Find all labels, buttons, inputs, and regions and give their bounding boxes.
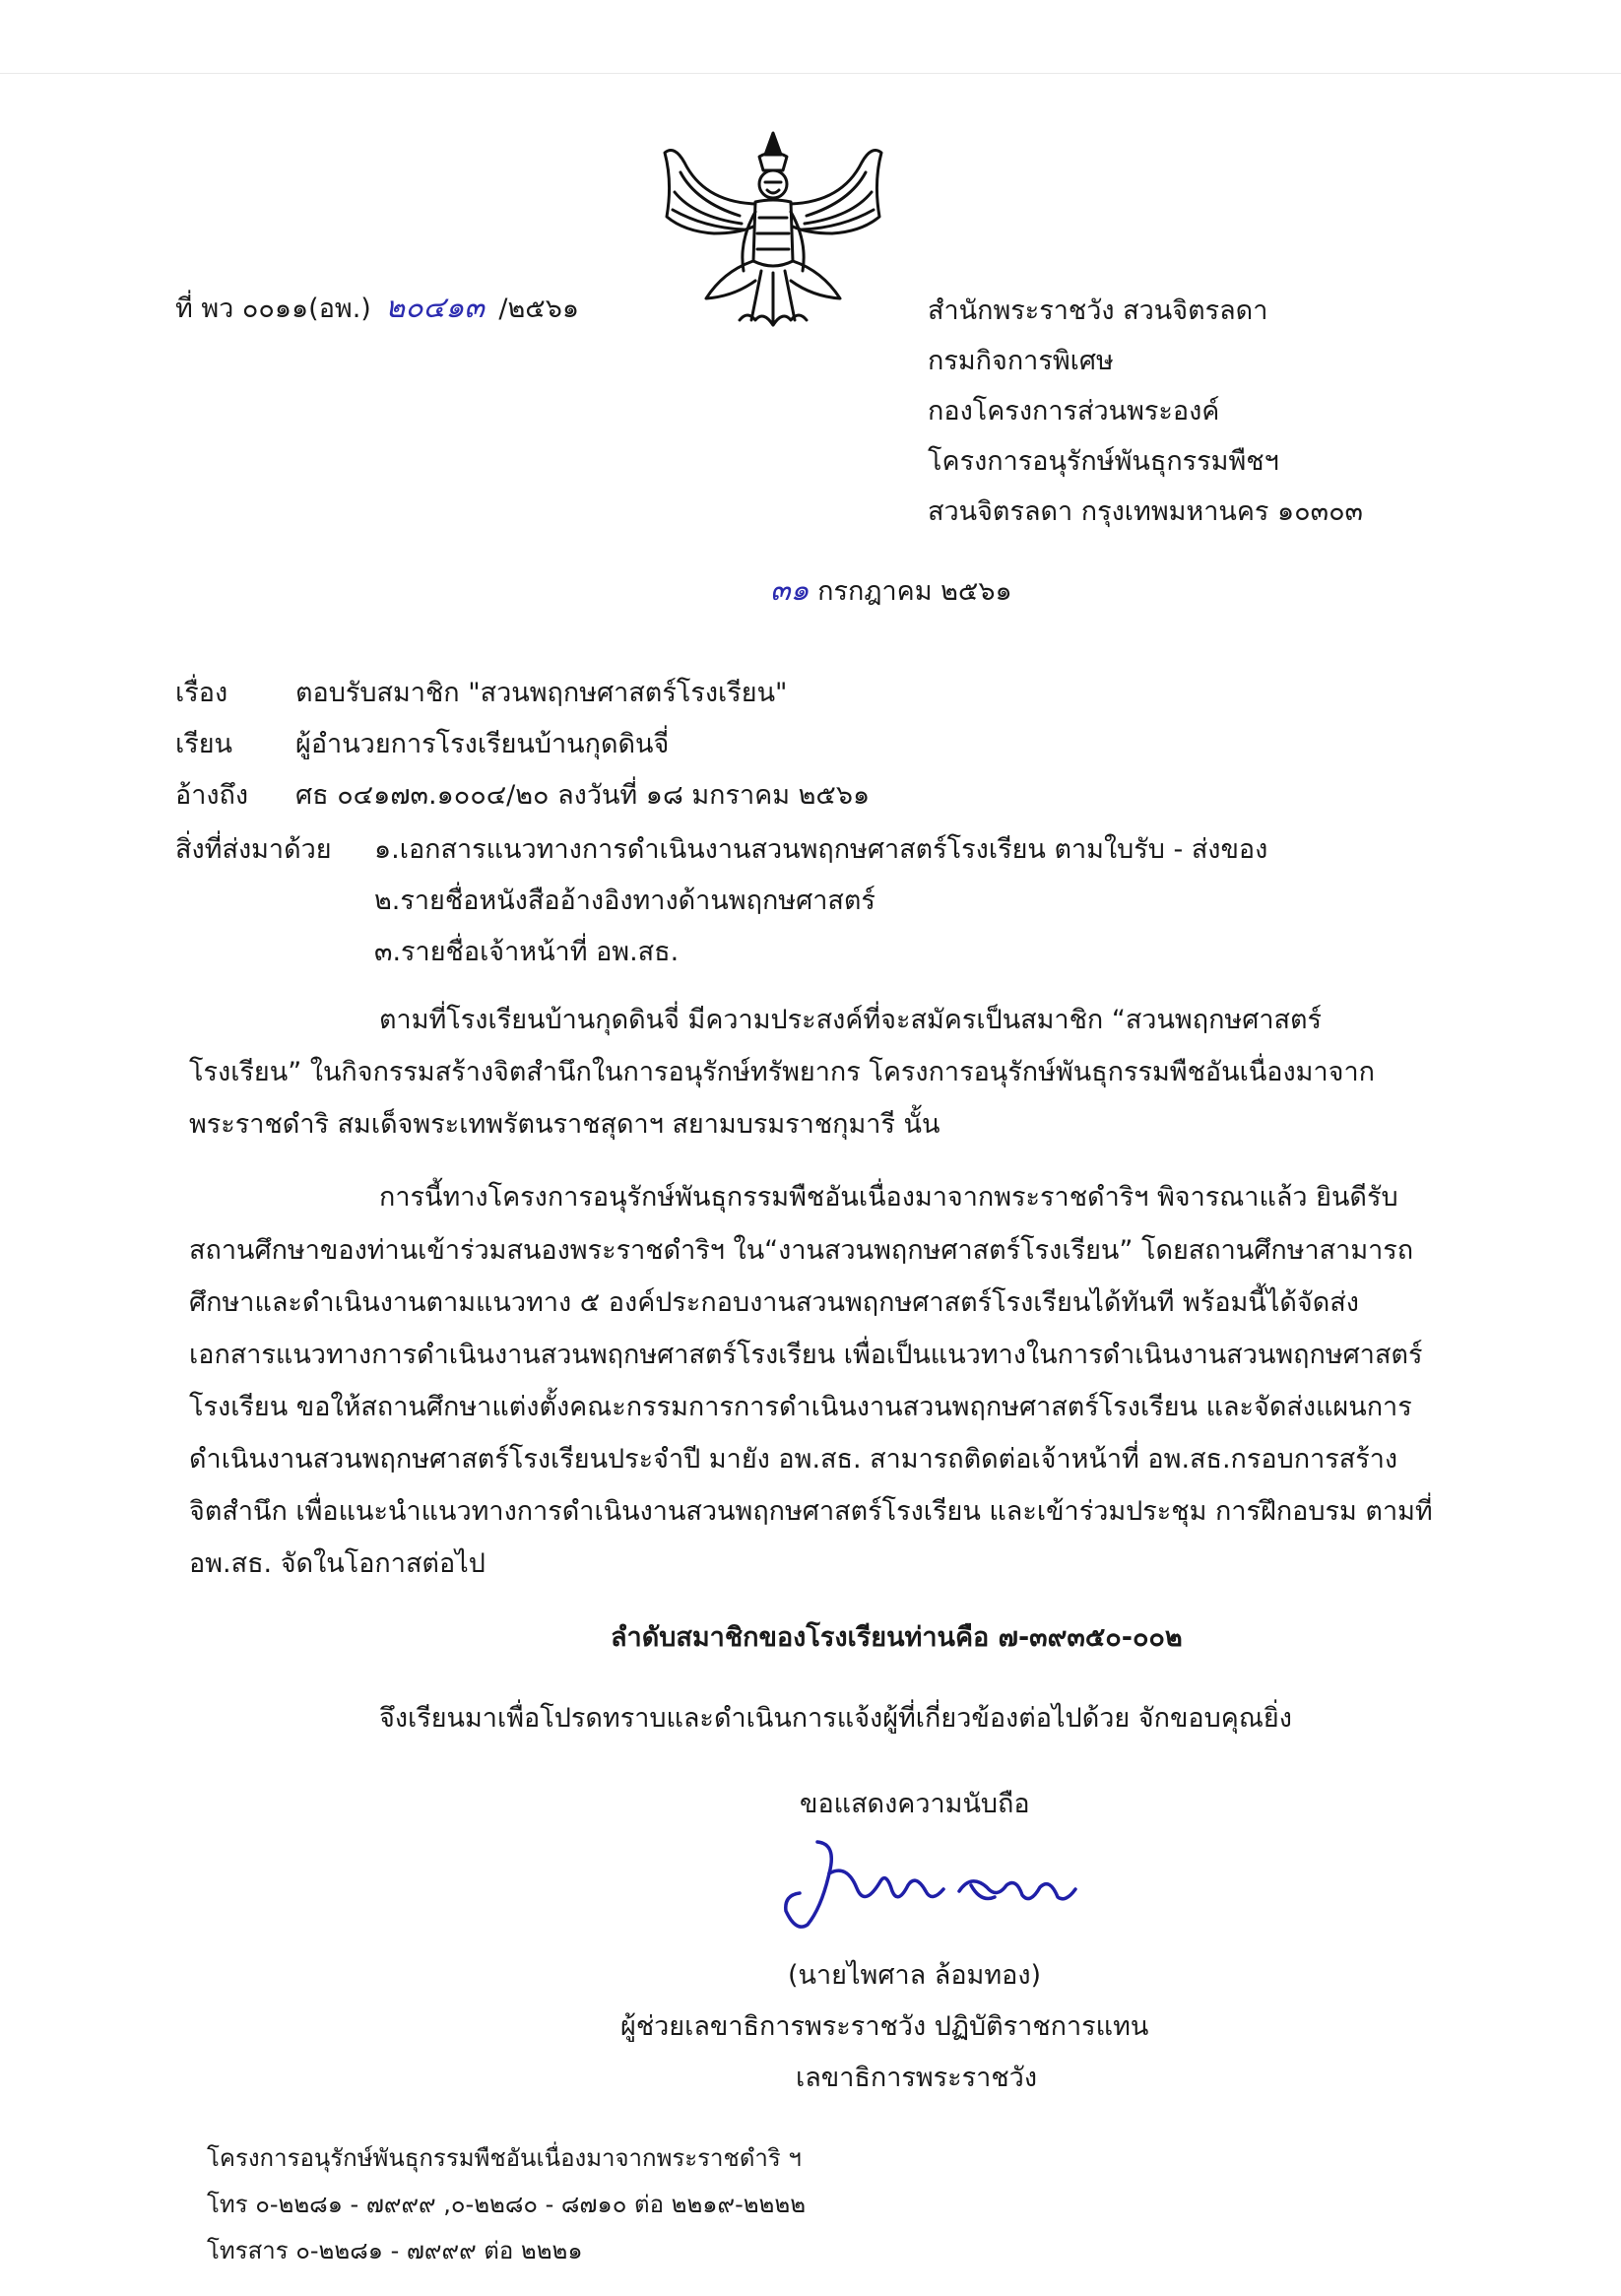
letter-date <box>770 573 1012 610</box>
para1-line: พระราชดำริ สมเด็จพระเทพรัตนราชสุดาฯ สยามบรมราชกุมารี นั้น <box>189 1109 940 1140</box>
sender-address <box>928 286 1363 537</box>
to-value: ผู้อำนวยการโรงเรียนบ้านกุดดินจี่ <box>295 729 670 759</box>
para2-line: ศึกษาและดำเนินงานตามแนวทาง ๕ องค์ประกอบงานสวนพฤกษศาสตร์โรงเรียนได้ทันที พร้อมนี้ได้จัดส่ง <box>189 1287 1359 1318</box>
para1-line: ตามที่โรงเรียนบ้านกุดดินจี่ มีความประสงค์ที่จะสมัครเป็นสมาชิก “สวนพฤกษศาสตร์ <box>379 1005 1323 1035</box>
reference-label: อ้างถึง <box>175 780 249 811</box>
date-month-year: กรกฎาคม ๒๕๖๑ <box>817 576 1012 607</box>
ref-prefix: ที่ พว ๐๐๑๑(อพ.) <box>175 294 371 324</box>
signer-position: เลขาธิการพระราชวัง <box>796 2063 1038 2093</box>
to-label: เรียน <box>175 729 233 759</box>
enclosures-label: สิ่งที่ส่งมาด้วย <box>175 834 332 865</box>
sender-line: กรมกิจการพิเศษ <box>928 346 1114 376</box>
garuda-emblem-icon <box>645 123 901 335</box>
sender-line: โครงการอนุรักษ์พันธุกรรมพืชฯ <box>928 446 1279 477</box>
enclosure-item: ๑.เอกสารแนวทางการดำเนินงานสวนพฤกษศาสตร์โรงเรียน ตามใบรับ - ส่งของ <box>374 834 1268 865</box>
para2-line: การนี้ทางโครงการอนุรักษ์พันธุกรรมพืชอันเนื่องมาจากพระราชดำริฯ พิจารณาแล้ว ยินดีรับ <box>379 1182 1398 1213</box>
para2-line: สถานศึกษาของท่านเข้าร่วมสนองพระราชดำริฯ ใน“งานสวนพฤกษศาสตร์โรงเรียน” โดยสถานศึกษาสามารถ <box>189 1235 1414 1266</box>
member-number: ลำดับสมาชิกของโรงเรียนท่านคือ ๗-๓๙๓๕๐-๐๐๒ <box>611 1622 1183 1653</box>
scan-edge-line <box>0 73 1621 74</box>
closing-sentence: จึงเรียนมาเพื่อโปรดทราบและดำเนินการแจ้งผู้ที่เกี่ยวข้องต่อไปด้วย จักขอบคุณยิ่ง <box>379 1703 1292 1734</box>
date-handwritten-day: ๓๑ <box>770 573 810 608</box>
enclosure-item: ๓.รายชื่อเจ้าหน้าที่ อพ.สธ. <box>374 937 680 967</box>
reference-value: ศธ ๐๔๑๗๓.๑๐๐๔/๒๐ ลงวันที่ ๑๘ มกราคม ๒๕๖๑ <box>295 780 871 811</box>
ref-suffix: /๒๕๖๑ <box>498 294 579 324</box>
regards: ขอแสดงความนับถือ <box>800 1789 1030 1819</box>
subject-value: ตอบรับสมาชิก "สวนพฤกษศาสตร์โรงเรียน" <box>295 678 788 708</box>
signer-name: (นายไพศาล ล้อมทอง) <box>788 1960 1042 1991</box>
para2-line: อพ.สธ. จัดในโอกาสต่อไป <box>189 1548 486 1579</box>
ref-handwritten-number: ๒๐๔๑๓ <box>385 291 485 325</box>
handwritten-signature <box>778 1834 1103 1942</box>
footer-fax: โทรสาร ๐-๒๒๘๑ - ๗๙๙๙ ต่อ ๒๒๒๑ <box>207 2237 583 2264</box>
footer-phone: โทร ๐-๒๒๘๑ - ๗๙๙๙ ,๐-๒๒๘๐ - ๘๗๑๐ ต่อ ๒๒๑๙-๒๒๒๒ <box>207 2191 807 2218</box>
footer-org: โครงการอนุรักษ์พันธุกรรมพืชอันเนื่องมาจากพระราชดำริ ฯ <box>207 2144 802 2172</box>
sender-line: กองโครงการส่วนพระองค์ <box>928 396 1220 426</box>
sender-line: สำนักพระราชวัง สวนจิตรลดา <box>928 295 1268 326</box>
reference-number <box>175 291 579 327</box>
enclosure-item: ๒.รายชื่อหนังสืออ้างอิงทางด้านพฤกษศาสตร์ <box>374 886 875 916</box>
para2-line: ดำเนินงานสวนพฤกษศาสตร์โรงเรียนประจำปี มายัง อพ.สธ. สามารถติดต่อเจ้าหน้าที่ อพ.สธ.กรอบการสร้าง <box>189 1444 1398 1475</box>
para2-line: จิตสำนึก เพื่อแนะนำแนวทางการดำเนินงานสวนพฤกษศาสตร์โรงเรียน และเข้าร่วมประชุม การฝึกอบรม ตามที่ <box>189 1496 1433 1527</box>
subject-label: เรื่อง <box>175 678 228 708</box>
para1-line: โรงเรียน” ในกิจกรรมสร้างจิตสำนึกในการอนุรักษ์ทรัพยากร โครงการอนุรักษ์พันธุกรรมพืชอันเนื่องมาจาก <box>189 1057 1375 1087</box>
para2-line: เอกสารแนวทางการดำเนินงานสวนพฤกษศาสตร์โรงเรียน เพื่อเป็นแนวทางในการดำเนินงานสวนพฤกษศาสตร์ <box>189 1340 1423 1370</box>
sender-line: สวนจิตรลดา กรุงเทพมหานคร ๑๐๓๐๓ <box>928 496 1364 527</box>
signer-position: ผู้ช่วยเลขาธิการพระราชวัง ปฏิบัติราชการแทน <box>620 2011 1149 2042</box>
para2-line: โรงเรียน ขอให้สถานศึกษาแต่งตั้งคณะกรรมการการดำเนินงานสวนพฤกษศาสตร์โรงเรียน และจัดส่งแผนการ <box>189 1392 1412 1422</box>
